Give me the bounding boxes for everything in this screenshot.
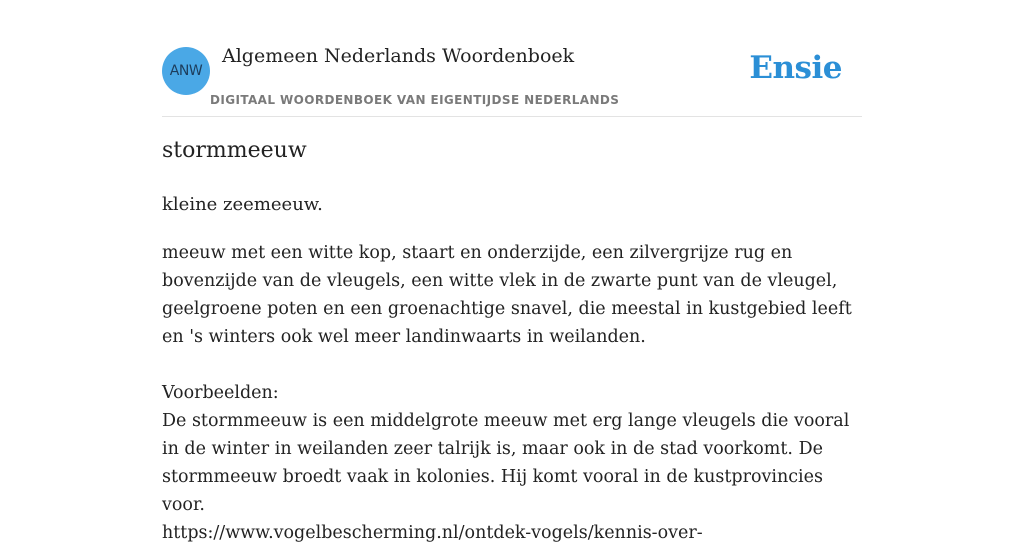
content-container (162, 0, 862, 543)
ensie-brand-link[interactable]: Ensie (749, 50, 842, 86)
definition-text: meeuw met een witte kop, staart en onderzijde, een zilvergrijze rug en bovenzijde van de vleugels, een witte vlek in de zwarte punt van de vleugel, geelgroene poten en een groenachtige snavel, die meestal in kustgebied leeft en 's winters ook wel meer landinwaarts in weilanden. (162, 243, 852, 347)
example-source-link[interactable]: https://www.vogelbescherming.nl/ontdek-vogels/kennis-over- (162, 523, 703, 543)
examples-heading: Voorbeelden: (162, 383, 279, 403)
short-definition: kleine zeemeeuw. (162, 194, 323, 215)
example-source (162, 519, 864, 547)
site-header (162, 0, 862, 117)
anw-logo[interactable] (162, 47, 210, 95)
spacer (162, 351, 864, 379)
site-subtitle: DIGITAAL WOORDENBOEK VAN EIGENTIJDSE NEDERLANDS (210, 93, 620, 107)
entry-body (162, 239, 864, 547)
logo-text: ANW (169, 63, 203, 79)
example-text: De stormmeeuw is een middelgrote meeuw met erg lange vleugels die vooral in de winter in weilanden zeer talrijk is, maar ook in de stad voorkomt. De stormmeeuw broedt vaak in kolonies. Hij komt vooral in de kustprovincies voor. (162, 411, 850, 515)
site-title[interactable]: Algemeen Nederlands Woordenboek (222, 45, 575, 67)
entry-title: stormmeeuw (162, 138, 307, 163)
